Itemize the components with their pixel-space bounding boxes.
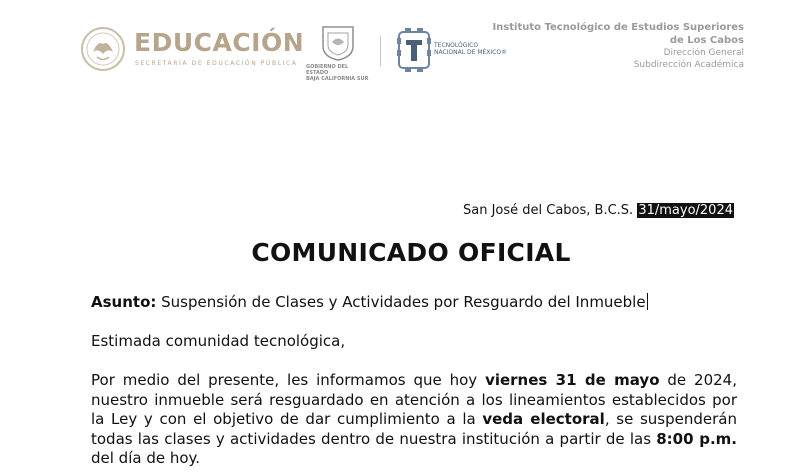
institute-name-line-1: Instituto Tecnológico de Estudios Superiores	[492, 22, 744, 33]
body-text-3: , se suspenderán todas las clases y actividades dentro de nuestra institución a partir de las	[91, 410, 737, 448]
greeting: Estimada comunidad tecnológica,	[91, 332, 346, 350]
body-text-1: Por medio del presente, les informamos que hoy	[91, 371, 486, 389]
edu-title: EDUCACIÓN	[134, 28, 305, 57]
tecnm-gear-logo-icon	[397, 28, 431, 72]
body-bold-veda: veda electoral	[482, 410, 605, 428]
institute-name-line-2: de Los Cabos	[669, 35, 744, 46]
bcs-shield-icon	[320, 24, 356, 62]
body-text-4: del día de hoy.	[91, 449, 201, 467]
place-date-line	[463, 203, 734, 218]
body-paragraph	[91, 371, 737, 469]
subject-label: Asunto:	[91, 293, 157, 311]
letterhead	[0, 0, 812, 90]
bcs-government-label	[306, 64, 372, 82]
bcs-line-1: GOBIERNO DEL ESTADO	[306, 64, 349, 76]
text-cursor	[647, 293, 648, 310]
logo-divider	[380, 36, 381, 66]
document-title: COMUNICADO OFICIAL	[251, 238, 571, 267]
date-selected-text[interactable]: 31/mayo/2024	[638, 203, 733, 218]
tecnm-line-2: NACIONAL DE MÉXICO®	[434, 49, 508, 56]
sep-eagle-seal-icon	[80, 26, 126, 72]
body-bold-date: viernes 31 de mayo	[485, 371, 660, 389]
body-text-2: de 2024, nuestro inmueble será resguardado en atención a los lineamientos establecidos por la Ley y con el objetivo de dar cumplimiento a la	[91, 371, 737, 428]
bcs-line-2: BAJA CALIFORNIA SUR	[306, 76, 369, 82]
institute-block	[492, 21, 744, 71]
tecnm-line-1: TECNOLÓGICO	[434, 42, 479, 49]
edu-subtitle: SECRETARÍA DE EDUCACIÓN PÚBLICA	[135, 60, 298, 67]
subject-line[interactable]	[91, 293, 737, 311]
subdirection-label: Subdirección Académica	[633, 60, 744, 70]
place-text: San José del Cabos, B.C.S.	[462, 203, 638, 218]
direction-label: Dirección General	[663, 48, 744, 58]
body-bold-time: 8:00 p.m.	[656, 429, 737, 448]
subject-text: Suspensión de Clases y Actividades por Resguardo del Inmueble	[156, 293, 646, 311]
